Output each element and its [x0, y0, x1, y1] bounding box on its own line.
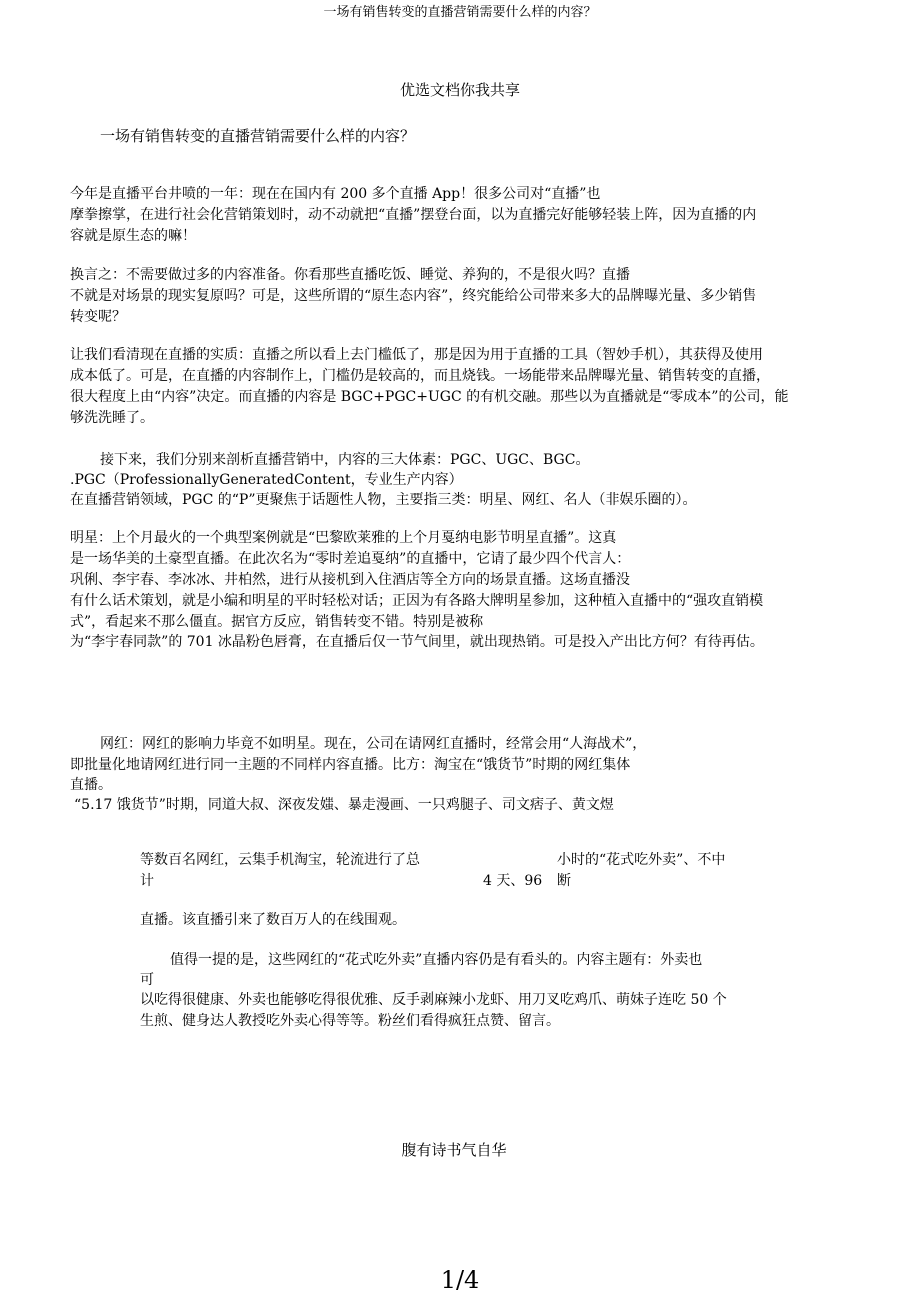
paragraph-line: 式”，看起来不那么僵直。据官方反应，销售转变不错。特别是被称	[70, 614, 484, 630]
paragraph-line: 计	[140, 873, 154, 889]
paragraph-line: 成本低了。可是，在直播的内容制作上，门槛仍是较高的，而且烧钱。一场能带来品牌曝光量、销售转变的直播，	[70, 368, 770, 384]
paragraph-line: 接下来，我们分别来剖析直播营销中，内容的三大体素：PGC、UGC、BGC。	[100, 452, 590, 468]
paragraph-line: 在直播营销领域，PGC 的“P”更聚焦于话题性人物，主要指三类：明星、网红、名人（非娱乐圈的）。	[70, 492, 697, 508]
paragraph-line: “5.17 饿货节”时期，同道大叔、深夜发媸、暴走漫画、一只鸡腿子、司文痞子、黄文煜	[74, 797, 614, 813]
paragraph-line: 直播。	[70, 777, 112, 793]
paragraph-line: 以吃得很健康、外卖也能够吃得很优雅、反手剥麻辣小龙虾、用刀叉吃鸡爪、萌妹子连吃 50 个	[140, 992, 727, 1008]
paragraph-line: 为“李宇春同款”的 701 冰晶粉色唇膏，在直播后仅一节气间里，就出现热销。可是投入产出比方何？有待再估。	[70, 634, 764, 650]
paragraph-line: 很大程度上由“内容”决定。而直播的内容是 BGC+PGC+UGC 的有机交融。那些以为直播就是“零成本”的公司，能	[70, 389, 789, 405]
paragraph-line: 等数百名网红，云集手机淘宝，轮流进行了总	[140, 852, 420, 868]
paragraph-line: 不就是对场景的现实复原吗？可是，这些所谓的“原生态内容”，终究能给公司带来多大的品牌曝光量、多少销售	[70, 288, 757, 304]
paragraph-line: 让我们看清现在直播的实质：直播之所以看上去门槛低了，那是因为用于直播的工具（智妙手机），其获得及使用	[70, 347, 763, 363]
paragraph-line: 有什么话术策划，就是小编和明星的平时轻松对话；正因为有各路大牌明星参加，这种植入直播中的“强攻直销模	[70, 593, 764, 609]
paragraph-line: .PGC（ProfessionallyGeneratedContent，专业生产内容）	[70, 472, 463, 488]
paragraph-line: 摩拳擦掌，在进行社会化营销策划时，动不动就把“直播”摆登台面，以为直播完好能够轻装上阵，因为直播的内	[70, 207, 757, 223]
paragraph-line: 够洗洗睡了。	[70, 410, 154, 426]
running-header: 一场有销售转变的直播营销需要什么样的内容？	[323, 5, 597, 20]
paragraph-line: 明星：上个月最火的一个典型案例就是“巴黎欧莱雅的上个月戛纳电影节明星直播”。这真	[70, 530, 617, 546]
footer-motto: 腹有诗书气自华	[401, 1141, 507, 1159]
paragraph-line: 换言之：不需要做过多的内容准备。你看那些直播吃饭、睡觉、养狗的，不是很火吗？直播	[70, 267, 630, 283]
paragraph-line: 断	[557, 873, 571, 889]
paragraph-line: 即批量化地请网红进行同一主题的不同样内容直播。比方：淘宝在“饿货节”时期的网红集体	[70, 757, 631, 773]
paragraph-line: 今年是直播平台井喷的一年：现在在国内有 200 多个直播 App！很多公司对“直播”也	[70, 186, 601, 202]
paragraph-line: 值得一提的是，这些网红的“花式吃外卖”直播内容仍是有看头的。内容主题有：外卖也	[170, 952, 703, 968]
paragraph-line: 4 天、96	[483, 873, 543, 889]
paragraph-line: 可	[140, 972, 154, 988]
paragraph-line: 容就是原生态的嘛！	[70, 228, 196, 244]
page-number: 1/4	[440, 1266, 480, 1294]
paragraph-line: 转变呢？	[70, 309, 126, 325]
document-title: 一场有销售转变的直播营销需要什么样的内容？	[100, 127, 416, 145]
paragraph-line: 直播。该直播引来了数百万人的在线围观。	[140, 912, 406, 928]
paragraph-line: 网红：网红的影响力毕竟不如明星。现在，公司在请网红直播时，经常会用“人海战术”，	[100, 736, 647, 752]
page-subtitle: 优选文档你我共享	[399, 81, 520, 99]
paragraph-line: 巩俐、李宇春、李冰冰、井柏然，进行从接机到入住酒店等全方向的场景直播。这场直播没	[70, 572, 630, 588]
paragraph-line: 是一场华美的土豪型直播。在此次名为“零时差追戛纳”的直播中，它请了最少四个代言人：	[70, 551, 631, 567]
paragraph-line: 生煎、健身达人教授吃外卖心得等等。粉丝们看得疯狂点赞、留言。	[140, 1013, 560, 1029]
paragraph-line: 小时的“花式吃外卖”、不中	[557, 852, 726, 868]
